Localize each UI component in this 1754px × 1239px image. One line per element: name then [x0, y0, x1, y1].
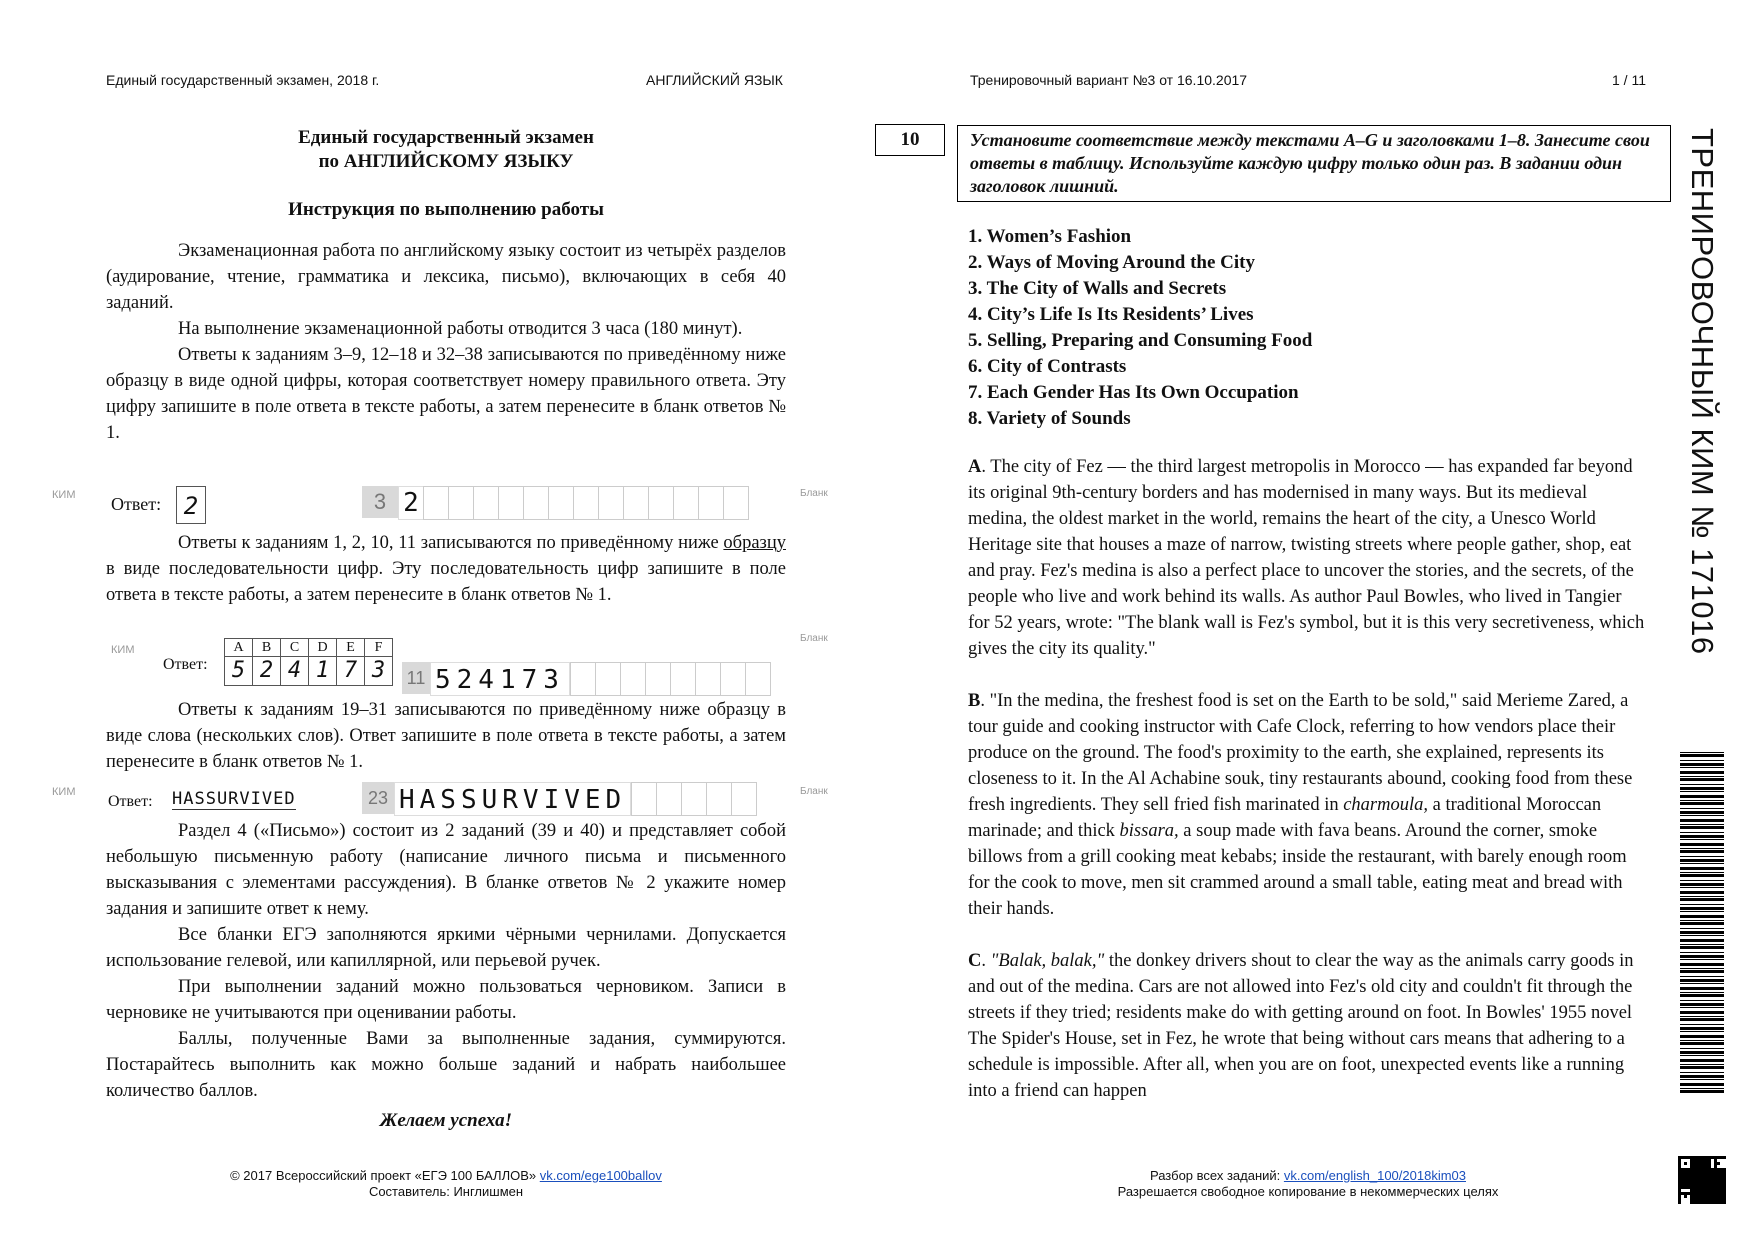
headings-list — [968, 224, 1648, 432]
paragraph-7: Все бланки ЕГЭ заполняются яркими чёрными чернилами. Допускается использование гелевой, или капиллярной, или перьевой ручек. — [106, 925, 786, 971]
paragraph-8: При выполнении заданий можно пользоваться черновиком. Записи в черновике не учитываются при оценивании работы. — [106, 977, 786, 1023]
header-page: 1 / 11 — [1612, 72, 1646, 88]
letter-cell: C — [280, 638, 309, 657]
author: Составитель: Инглишмен — [368, 1184, 524, 1199]
heading-item: 7. Each Gender Has Its Own Occupation — [968, 382, 1299, 403]
paragraph-5: Ответы к заданиям 19–31 записываются по приведённому ниже образцу в виде слова (нескольких слов). Ответ запишите в поле ответа в тексте работы, а затем перенесите в бланк ответов № 1. — [106, 700, 786, 772]
paragraph-4: Ответы к заданиям 1, 2, 10, 11 записываются по приведённому ниже образцу в виде последовательности цифр. Эту последовательность цифр запишите в поле ответа в тексте работы, а затем перенесите в бланк ответов № 1. — [106, 533, 786, 605]
heading-item: 5. Selling, Preparing and Consuming Food — [968, 330, 1313, 351]
grid-cell-filled: 2 — [398, 486, 424, 520]
kim-label-2: КИМ — [111, 644, 135, 656]
answer-label: Ответ: — [111, 494, 162, 514]
heading-item: 4. City’s Life Is Its Residents’ Lives — [968, 304, 1254, 325]
left-column — [106, 126, 786, 446]
grid-task-number: 3 — [362, 486, 398, 518]
paragraph-2: На выполнение экзаменационной работы отводится 3 часа (180 минут). — [178, 319, 743, 339]
paragraph-1: Экзаменационная работа по английскому языку состоит из четырёх разделов (аудирование, чтение, грамматика и лексика, письмо), включающих в себя 40 заданий. — [106, 241, 786, 313]
text-b: B. "In the medina, the freshest food is set on the Earth to be sold," said Merieme Zared, a tour guide and cooking instructor with Cafe Clock, referring to how vendors place their produce on the ground. The food's proximity to the earth, she explained, represents its closeness to it. In the Al Achabine souk, tiny restaurants abound, cooking food from these fresh ingredients. They sell fried fish marinated in charmoula, a traditional Moroccan marinade; and thick bissara, a soup made with fava beans. Around the corner, smoke billows from a grill cooking meat kebabs; inside the restaurant, with barely enough room for the cook to move, men sit crammed around a small table, eating meat and bread with their hands. — [968, 691, 1633, 919]
digit-cell: 5 — [224, 656, 253, 686]
left-footer: © 2017 Всероссийский проект «ЕГЭ 100 БАЛЛОВ» vk.com/ege100ballov Составитель: Инглишмен — [106, 1168, 786, 1200]
answer-grid-3 — [362, 782, 756, 816]
digit-cell: 4 — [280, 656, 309, 686]
text-a: A. The city of Fez — the third largest metropolis in Morocco — has expanded far beyond its original 9th-century borders and has modernised in many ways. But its medieval medina, the oldest market in the world, remains the heart of the city, a Unesco World Heritage site that houses a maze of narrow, twisting streets where people gather, shop, eat and pray. Fez's medina is also a perfect place to uncover the stories, and the secrets, of the people who live and work behind its walls. As author Paul Bowles, who lived in Tangier for 52 years, wrote: "The blank wall is Fez's symbol, but it is this very secretiveness, which gives the city its quality." — [968, 457, 1645, 659]
digit-cell: 7 — [336, 656, 365, 686]
task-instruction: Установите соответствие между текстами A–G и заголовками 1–8. Занесите свои ответы в таблицу. Используйте каждую цифру только один раз. В задании один заголовок лишний. — [957, 125, 1671, 202]
heading-item: 1. Women’s Fashion — [968, 226, 1132, 247]
letter-cell: A — [224, 638, 253, 657]
digit-cell: 2 — [252, 656, 281, 686]
side-label: ТРЕНИРОВОЧНЫЙ КИМ № 171016 — [1685, 128, 1720, 655]
paragraph-4-wrap — [106, 530, 786, 608]
kim-label: КИМ — [52, 489, 76, 501]
letter-cell: F — [364, 638, 393, 657]
sample-link: образцу — [723, 533, 786, 553]
paragraph-9: Баллы, полученные Вами за выполненные задания, суммируются. Постарайтесь выполнить как можно больше заданий и набрать наибольшее количество баллов. — [106, 1029, 786, 1101]
heading-item: 8. Variety of Sounds — [968, 408, 1131, 429]
header-variant: Тренировочный вариант №3 от 16.10.2017 — [970, 72, 1248, 88]
vk-link[interactable]: vk.com/ege100ballov — [539, 1168, 662, 1183]
letter-cell: D — [308, 638, 337, 657]
qr-code — [1678, 1156, 1726, 1204]
answer-box-single: 2 — [176, 486, 206, 524]
letter-table — [224, 638, 392, 686]
heading-item: 2. Ways of Moving Around the City — [968, 252, 1255, 273]
answer-grid-2 — [402, 662, 770, 696]
blank-label: Бланк — [800, 488, 828, 499]
grid-task-number-3: 23 — [362, 782, 394, 814]
doc-title: Единый государственный экзамен — [298, 127, 594, 148]
doc-title-2: по АНГЛИЙСКОМУ ЯЗЫКУ — [318, 151, 574, 172]
grid-filled-sequence: 524173 — [430, 662, 570, 696]
digit-cell: 3 — [364, 656, 393, 686]
wish-text: Желаем успеха! — [379, 1110, 513, 1131]
heading-item: 3. The City of Walls and Secrets — [968, 278, 1227, 299]
grid-task-number-2: 11 — [402, 662, 430, 694]
text-c: C. "Balak, balak," the donkey drivers shout to clear the way as the animals carry goods in and out of the medina. Cars are not allowed into Fez's old city and couldn't fit through the streets if they tried; residents make do with getting around on foot. In Bowles' 1955 novel The Spider's House, set in Fez, he wrote that being without cars means that adhering to a schedule is impossible. After all, when you are on foot, unexpected events like a running into a friend can happen — [968, 951, 1634, 1101]
instruction-title: Инструкция по выполнению работы — [288, 199, 604, 220]
digit-cell: 1 — [308, 656, 337, 686]
analysis-link[interactable]: vk.com/english_100/2018kim03 — [1283, 1168, 1466, 1183]
heading-item: 6. City of Contrasts — [968, 356, 1127, 377]
blank-label-2: Бланк — [800, 633, 828, 644]
header-left: Единый государственный экзамен, 2018 г. — [106, 72, 380, 88]
right-footer: Разбор всех заданий: vk.com/english_100/2018kim03 Разрешается свободное копирование в некоммерческих целях — [968, 1168, 1648, 1200]
letter-cell: B — [252, 638, 281, 657]
kim-label-3: КИМ — [52, 786, 76, 798]
answer-label-2: Ответ: — [163, 656, 208, 673]
paragraph-3: Ответы к заданиям 3–9, 12–18 и 32–38 записываются по приведённому ниже образцу в виде одной цифры, которая соответствует номеру правильного ответа. Эту цифру запишите в поле ответа в тексте работы, а затем перенесите в бланк ответов № 1. — [106, 345, 786, 443]
grid-filled-word: HASSURVIVED — [394, 782, 631, 816]
answer-word: HASSURVIVED — [172, 789, 296, 809]
header-subject: АНГЛИЙСКИЙ ЯЗЫК — [646, 72, 783, 88]
texts — [968, 454, 1646, 1104]
barcode — [1680, 752, 1724, 1096]
paragraph-6: Раздел 4 («Письмо») состоит из 2 заданий (39 и 40) и представляет собой небольшую письменную работу (написание личного письма и письменного высказывания с элементами рассуждения). В бланке ответов № 2 укажите номер задания и запишите ответ к нему. — [106, 821, 786, 919]
answer-grid-1 — [362, 486, 748, 520]
paragraph-5-wrap — [106, 697, 786, 775]
left-bottom — [106, 818, 786, 1132]
letter-cell: E — [336, 638, 365, 657]
copy-notice: Разрешается свободное копирование в некоммерческих целях — [1117, 1184, 1499, 1199]
answer-label-3: Ответ: — [108, 793, 153, 810]
task-number-box: 10 — [875, 124, 945, 156]
blank-label-3: Бланк — [800, 786, 828, 797]
